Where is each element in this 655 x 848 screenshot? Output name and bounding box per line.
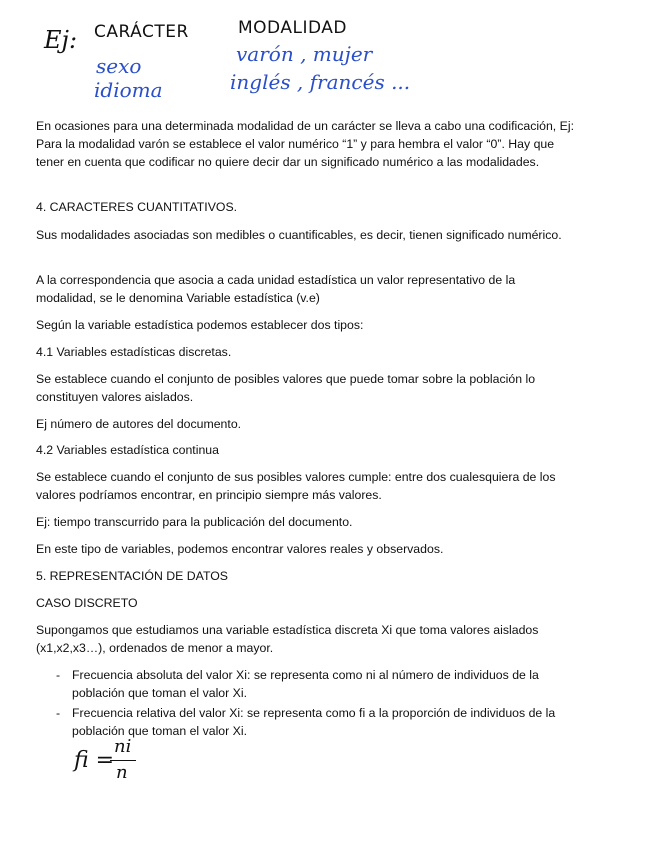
paragraph-variable-estadistica: A la correspondencia que asocia a cada unidad estadística un valor representativo de la modalidad, se le denomina Variable estadística (v.e) [36,273,516,305]
paragraph-modalidades-medibles: Sus modalidades asociadas son medibles o cuantificables, es decir, tienen significado numérico. [36,228,562,242]
formula-fraction-bar [110,760,136,761]
paragraph-ej-autores: Ej número de autores del documento. [36,417,242,431]
paragraph-discretas-def: Se establece cuando el conjunto de posibles valores que puede tomar sobre la población lo constituyen valores aislados. [36,372,536,404]
paragraph-ej-tiempo: Ej: tiempo transcurrido para la publicación del documento. [36,515,353,529]
handwritten-sexo: sexo [96,54,142,78]
handwritten-varon-mujer: varón , mujer [236,42,373,66]
paragraph-dos-tipos: Según la variable estadística podemos establecer dos tipos: [36,318,364,332]
handwritten-modalidad-title: MODALIDAD [238,18,347,38]
bullet-frecuencia-relativa: - Frecuencia relativa del valor Xi: se representa como fi a la proporción de individuos de la población que toman el valor Xi. [56,704,576,740]
heading-variables-discretas: 4.1 Variables estadísticas discretas. [36,345,232,359]
frequency-bullet-list [56,666,576,742]
handwritten-caracter-title: CARÁCTER [94,22,189,42]
paragraph-reales-observados: En este tipo de variables, podemos encontrar valores reales y observados. [36,542,444,556]
handwritten-ej: Ej: [44,26,78,54]
formula-denominator: n [116,762,128,783]
formula-lhs: fi = [74,748,115,773]
handwritten-idioma: idioma [94,78,163,102]
heading-caracteres-cuantitativos: 4. CARACTERES CUANTITATIVOS. [36,200,238,214]
heading-caso-discreto: CASO DISCRETO [36,596,138,610]
handwritten-ingles-frances: inglés , francés ... [230,70,411,94]
formula-numerator: ni [114,736,132,757]
bullet-frecuencia-absoluta: - Frecuencia absoluta del valor Xi: se representa como ni al número de individuos de la población que toman el valor Xi. [56,666,576,702]
paragraph-codificacion: En ocasiones para una determinada modalidad de un carácter se lleva a cabo una codificación, Ej: Para la modalidad varón se establece el valor numérico “1” y para hembra el valor “0”. Hay que tener en cuenta que codificar no quiere decir dar un significado numérico a las modalidades. [36,119,574,169]
paragraph-supongamos: Supongamos que estudiamos una variable estadística discreta Xi que toma valores aislados (x1,x2,x3…), ordenados de menor a mayor. [36,623,539,655]
paragraph-continua-def: Se establece cuando el conjunto de sus posibles valores cumple: entre dos cualesquiera de los valores podríamos encontrar, en principio siempre más valores. [36,470,556,502]
heading-variable-continua: 4.2 Variables estadística continua [36,443,219,457]
heading-representacion-datos: 5. REPRESENTACIÓN DE DATOS [36,569,229,583]
